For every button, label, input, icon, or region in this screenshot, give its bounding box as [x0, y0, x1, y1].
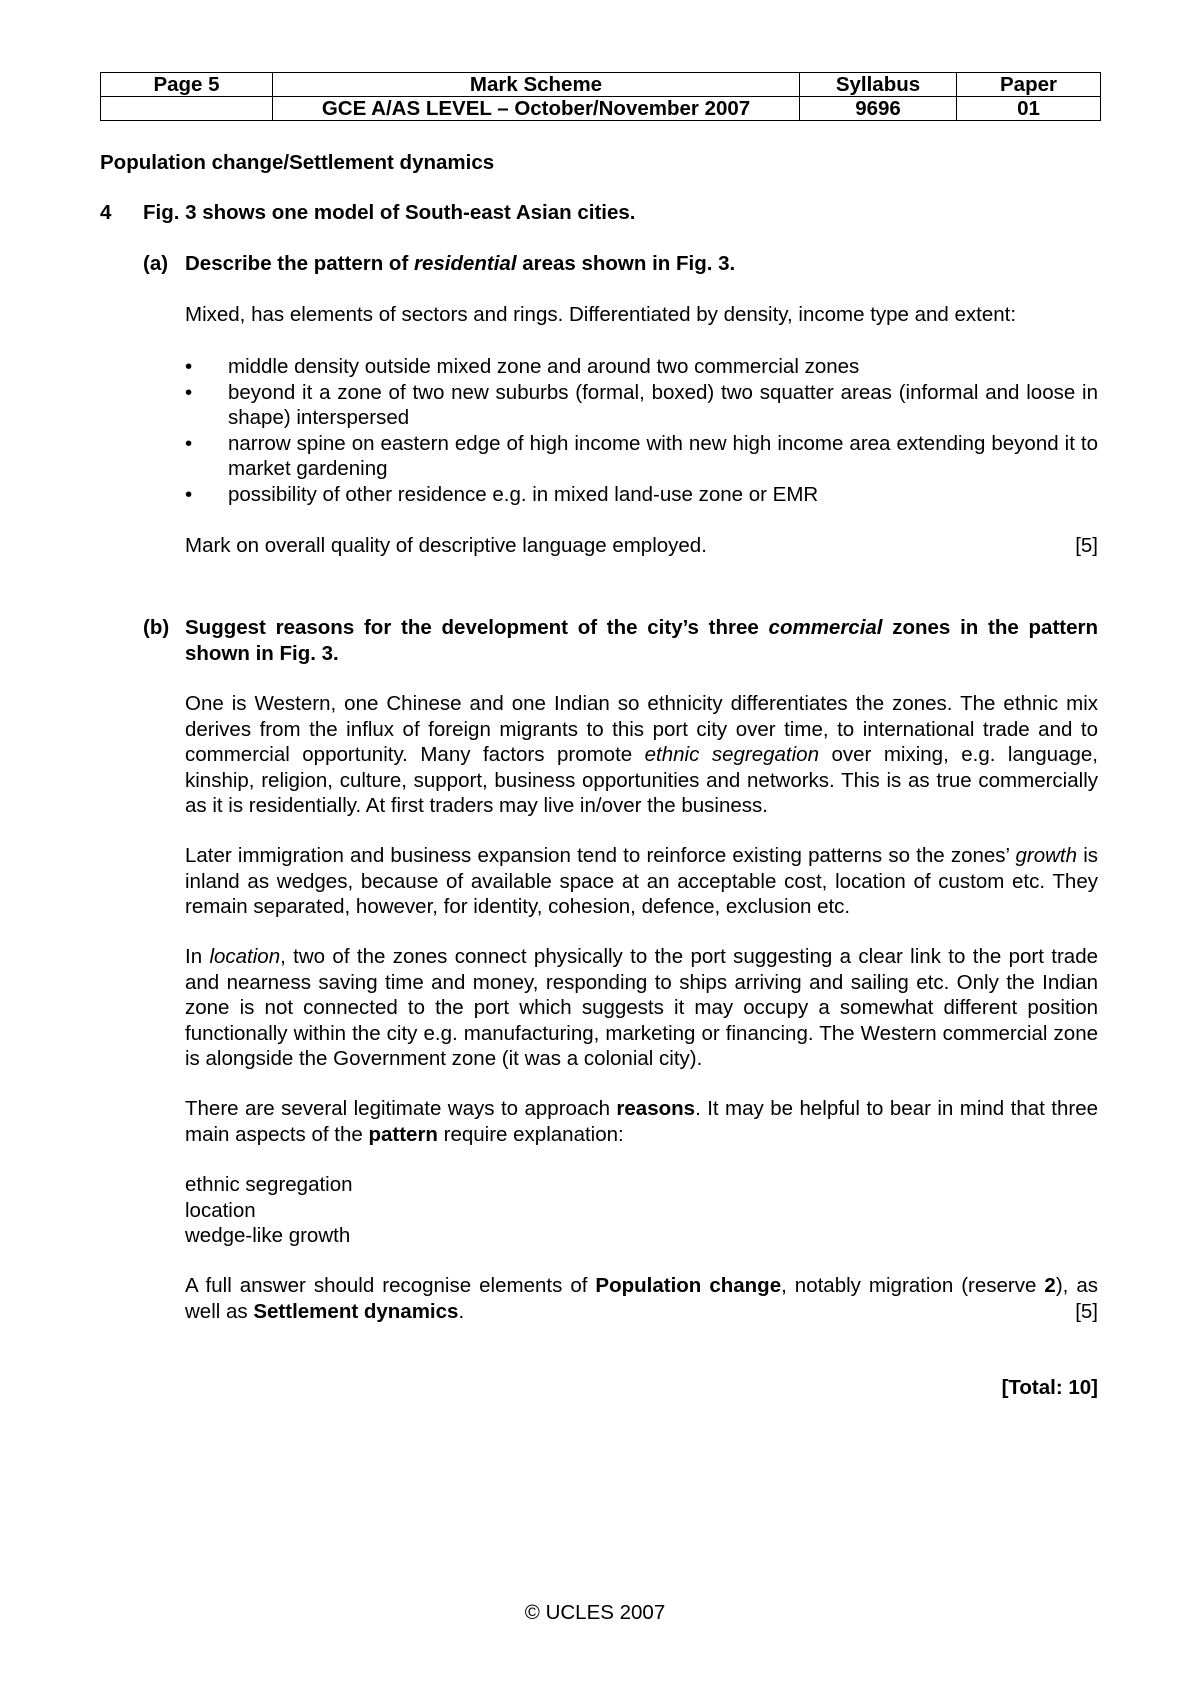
bullet-icon: • [185, 380, 193, 404]
part-a-question [143, 252, 1098, 276]
section-title: Population change/Settlement dynamics [100, 151, 495, 174]
part-b-paragraph-2: Later immigration and business expansion tend to reinforce existing patterns so the zones’ growth is inland as wedges, because of available space at an acceptable cost, location of custom etc. They remain separated, however, for identity, cohesion, defence, exclusion etc. [185, 844, 1099, 918]
exam-title: GCE A/AS LEVEL – October/November 2007 [273, 97, 800, 121]
total-mark: [Total: 10] [1001, 1376, 1098, 1399]
part-a-bullets [185, 354, 1098, 507]
question-text: Fig. 3 shows one model of South-east Asian cities. [143, 201, 636, 224]
header-row [101, 73, 1101, 97]
part-b-mark: [5] [1075, 1299, 1098, 1323]
part-b-italic: commercial [768, 616, 883, 639]
part-a-text: Describe the pattern of [185, 252, 414, 275]
question-4 [100, 201, 635, 225]
list-item: location [185, 1198, 256, 1222]
footer-copyright: © UCLES 2007 [524, 1601, 666, 1624]
list-item [185, 380, 1098, 431]
paper-code: 01 [957, 97, 1101, 121]
header [100, 72, 1100, 121]
list-item: ethnic segregation [185, 1173, 353, 1196]
part-a-mark: [5] [1075, 534, 1098, 557]
part-a-label: (a) [143, 252, 169, 275]
part-b-question [143, 615, 1098, 666]
part-b-paragraph-4: There are several legitimate ways to approach reasons. It may be helpful to bear in mind that three main aspects of the pattern require explanation: [185, 1097, 1098, 1146]
list-item [185, 354, 1098, 380]
bullet-icon: • [185, 431, 193, 455]
bullet-text: possibility of other residence e.g. in mixed land-use zone or EMR [228, 482, 819, 506]
bullet-icon: • [185, 482, 193, 506]
part-a-italic: residential [413, 252, 517, 275]
page-number: Page 5 [101, 73, 273, 97]
bullet-text: middle density outside mixed zone and around two commercial zones [228, 355, 860, 378]
part-b-paragraph-1: One is Western, one Chinese and one Indian so ethnicity differentiates the zones. The ethnic mix derives from the influx of foreign migrants to this port city over time, to international trade and to commercial opportunity. Many factors promote ethnic segregation over mixing, e.g. language, kinship, religion, culture, support, business opportunities and networks. This is as true commercially as it is residentially. At first traders may live in/over the business. [185, 692, 1098, 817]
part-b-text: zones in the pattern shown in Fig. 3. [185, 616, 1098, 665]
part-b-paragraph-5: A full answer should recognise elements of Population change, notably migration (reserve 2), as well as Settlement dynamics. [5] [185, 1274, 1099, 1323]
bullet-text: beyond it a zone of two new suburbs (formal, boxed) two squatter areas (informal and loose in shape) interspersed [228, 380, 1098, 429]
doc-type: Mark Scheme [273, 73, 800, 97]
blank-cell [101, 97, 273, 121]
part-a-text: areas shown in Fig. 3. [516, 252, 736, 275]
question-number: 4 [100, 201, 112, 224]
syllabus-label: Syllabus [800, 73, 957, 97]
part-a-note: Mark on overall quality of descriptive language employed. [185, 534, 707, 557]
list-item: wedge-like growth [185, 1224, 351, 1247]
part-b-label: (b) [143, 616, 170, 639]
part-a-intro: Mixed, has elements of sectors and rings. Differentiated by density, income type and extent: [185, 303, 1017, 326]
part-a-note-row [185, 533, 1098, 559]
header-row [101, 97, 1101, 121]
list-item [185, 482, 1098, 508]
list-item [185, 431, 1098, 482]
part-b-text: Suggest reasons for the development of the city’s three [185, 616, 769, 639]
part-b-paragraph-3: In location, two of the zones connect physically to the port suggesting a clear link to the port trade and nearness saving time and money, responding to ships arriving and sailing etc. Only the Indian zone is not connected to the port which suggests it may occupy a somewhat different position functionally within the city e.g. manufacturing, marketing or financing. The Western commercial zone is alongside the Government zone (it was a colonial city). [185, 945, 1098, 1070]
bullet-icon: • [185, 355, 193, 378]
paper-label: Paper [957, 73, 1101, 97]
bullet-text: narrow spine on eastern edge of high income with new high income area extending beyond it to market gardening [228, 431, 1098, 480]
syllabus-code: 9696 [800, 97, 957, 121]
aspects-list [185, 1172, 1098, 1249]
header-table [100, 72, 1101, 121]
